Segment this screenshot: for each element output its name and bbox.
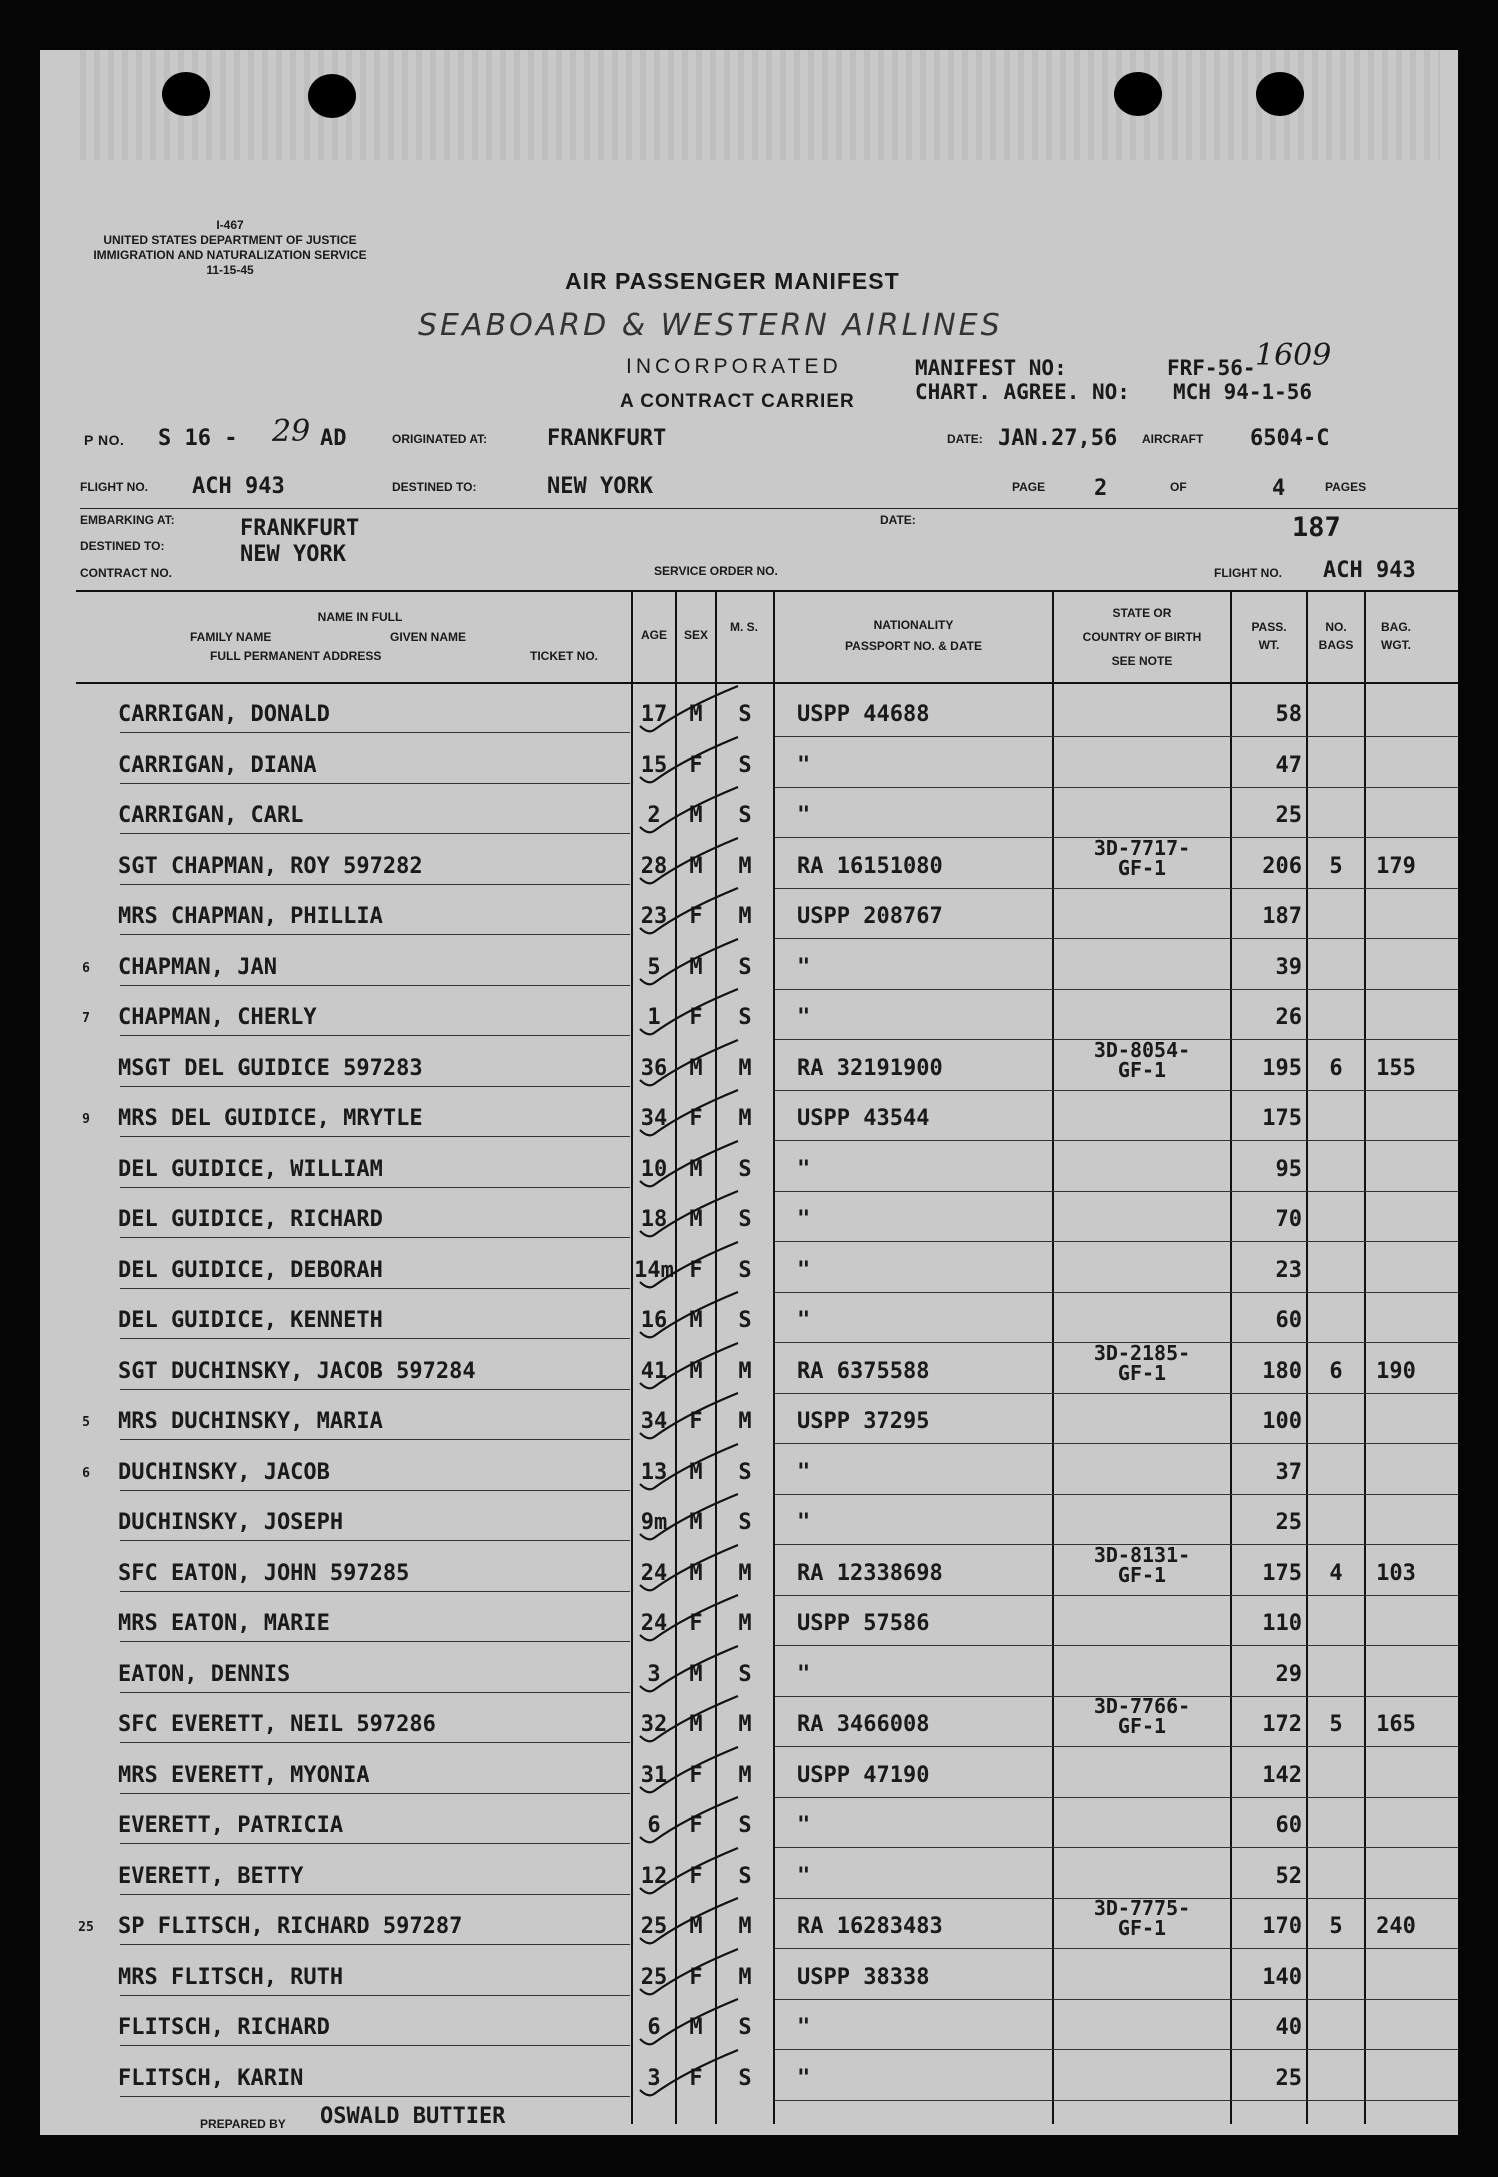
bag-weight: 165 bbox=[1376, 1712, 1416, 1737]
check-mark bbox=[640, 1848, 738, 1893]
passenger-sex: F bbox=[689, 753, 703, 778]
passenger-marital-status: S bbox=[738, 2015, 752, 2040]
passenger-weight: 95 bbox=[1275, 1157, 1302, 1182]
passenger-weight: 187 bbox=[1262, 904, 1302, 929]
passenger-marital-status: S bbox=[738, 1460, 752, 1485]
passenger-marital-status: M bbox=[738, 1359, 752, 1384]
date-value: JAN.27,56 bbox=[998, 426, 1118, 451]
flight2-label: FLIGHT NO. bbox=[1214, 566, 1282, 580]
passenger-marital-status: S bbox=[738, 1157, 752, 1182]
passenger-weight: 39 bbox=[1275, 955, 1302, 980]
prepared-value: OSWALD BUTTIER bbox=[320, 2104, 506, 2129]
passenger-passport: " bbox=[797, 1308, 811, 1333]
manifest-no-handwritten: 1609 bbox=[1255, 338, 1332, 373]
col-marital-status: M. S. bbox=[729, 620, 758, 634]
date2-label: DATE: bbox=[880, 513, 916, 527]
passenger-sex: M bbox=[689, 1712, 703, 1737]
col-bags: BAGS bbox=[1318, 638, 1354, 652]
passenger-passport: " bbox=[797, 1662, 811, 1687]
passenger-marital-status: S bbox=[738, 1510, 752, 1535]
col-pass-wt: WT. bbox=[1258, 638, 1280, 652]
row-number: 6 bbox=[82, 961, 90, 976]
check-mark bbox=[640, 1696, 738, 1741]
passenger-age: 15 bbox=[640, 753, 668, 778]
passenger-name: SFC EVERETT, NEIL 597286 bbox=[118, 1712, 436, 1737]
col-bags-no: NO. bbox=[1325, 620, 1347, 634]
passenger-name: CHAPMAN, JAN bbox=[118, 955, 277, 980]
passenger-weight: 172 bbox=[1262, 1712, 1302, 1737]
passenger-age: 25 bbox=[640, 1914, 668, 1939]
passenger-passport: USPP 37295 bbox=[797, 1409, 930, 1434]
passenger-marital-status: M bbox=[738, 904, 752, 929]
passenger-weight: 58 bbox=[1275, 702, 1302, 727]
passenger-marital-status: S bbox=[738, 702, 752, 727]
trip-suffix: AD bbox=[320, 426, 347, 451]
row-number: 25 bbox=[78, 1920, 94, 1935]
passenger-passport: USPP 57586 bbox=[797, 1611, 930, 1636]
passenger-age: 10 bbox=[640, 1157, 668, 1182]
passenger-passport: " bbox=[797, 803, 811, 828]
passenger-name: MRS DUCHINSKY, MARIA bbox=[118, 1409, 383, 1434]
birth-code-line2: GF-1 bbox=[1117, 1563, 1167, 1587]
col-pass: PASS. bbox=[1251, 620, 1287, 634]
form-number: I-467 bbox=[216, 218, 244, 232]
passenger-passport: " bbox=[797, 1510, 811, 1535]
passenger-name: FLITSCH, KARIN bbox=[118, 2066, 304, 2091]
passenger-weight: 25 bbox=[1275, 2066, 1302, 2091]
passenger-sex: F bbox=[689, 1258, 703, 1283]
birth-code-line2: GF-1 bbox=[1117, 856, 1167, 880]
passenger-age: 14m bbox=[634, 1258, 674, 1283]
manifest-title: AIR PASSENGER MANIFEST bbox=[565, 268, 900, 294]
passenger-age: 12 bbox=[640, 1864, 668, 1889]
passenger-sex: M bbox=[689, 803, 703, 828]
airline-name: SEABOARD & WESTERN AIRLINES bbox=[418, 308, 1003, 343]
originated-label: ORIGINATED AT: bbox=[392, 432, 488, 446]
date-label: DATE: bbox=[947, 432, 983, 446]
embarking-label: EMBARKING AT: bbox=[80, 513, 175, 527]
bag-weight: 240 bbox=[1376, 1914, 1416, 1939]
passenger-passport: " bbox=[797, 753, 811, 778]
passenger-weight: 23 bbox=[1275, 1258, 1302, 1283]
passenger-passport: " bbox=[797, 2066, 811, 2091]
birth-code-line2: GF-1 bbox=[1117, 1714, 1167, 1738]
passenger-sex: M bbox=[689, 1056, 703, 1081]
col-state-or: STATE OR bbox=[1112, 606, 1172, 620]
passenger-sex: M bbox=[689, 1157, 703, 1182]
passenger-sex: M bbox=[689, 1308, 703, 1333]
birth-code-line2: GF-1 bbox=[1117, 1916, 1167, 1940]
passenger-name: SGT CHAPMAN, ROY 597282 bbox=[118, 854, 423, 879]
passenger-passport: RA 12338698 bbox=[797, 1561, 943, 1586]
passenger-weight: 110 bbox=[1262, 1611, 1302, 1636]
passenger-sex: M bbox=[689, 702, 703, 727]
aircraft-label: AIRCRAFT bbox=[1142, 432, 1204, 446]
passenger-sex: F bbox=[689, 904, 703, 929]
of-value: 4 bbox=[1272, 476, 1286, 501]
passenger-name: CHAPMAN, CHERLY bbox=[118, 1005, 317, 1030]
passenger-passport: RA 16151080 bbox=[797, 854, 943, 879]
passenger-weight: 70 bbox=[1275, 1207, 1302, 1232]
col-given-name: GIVEN NAME bbox=[390, 630, 467, 644]
check-mark bbox=[640, 1292, 738, 1337]
birth-code-line1: 3D-8054- bbox=[1093, 1038, 1191, 1062]
passenger-age: 36 bbox=[640, 1056, 668, 1081]
bag-count: 6 bbox=[1329, 1359, 1343, 1384]
col-age: AGE bbox=[640, 628, 667, 642]
chart-agree-value: MCH 94-1-56 bbox=[1173, 380, 1313, 404]
passenger-marital-status: S bbox=[738, 1864, 752, 1889]
chart-agree-label: CHART. AGREE. NO: bbox=[915, 380, 1130, 404]
form-date: 11-15-45 bbox=[206, 263, 254, 277]
destined2-label: DESTINED TO: bbox=[80, 539, 165, 553]
contract-label: CONTRACT NO. bbox=[80, 566, 172, 580]
destined-value: NEW YORK bbox=[547, 474, 653, 499]
check-mark bbox=[640, 1191, 738, 1236]
passenger-age: 41 bbox=[640, 1359, 668, 1384]
passenger-marital-status: M bbox=[738, 1712, 752, 1737]
bag-count: 5 bbox=[1329, 854, 1343, 879]
passenger-name: SGT DUCHINSKY, JACOB 597284 bbox=[118, 1359, 476, 1384]
passenger-weight: 140 bbox=[1262, 1965, 1302, 1990]
passenger-weight: 25 bbox=[1275, 803, 1302, 828]
passenger-name: EATON, DENNIS bbox=[118, 1662, 291, 1687]
passenger-age: 31 bbox=[640, 1763, 668, 1788]
manifest-sheet bbox=[40, 50, 1458, 2135]
manifest-no-label: MANIFEST NO: bbox=[915, 356, 1067, 380]
col-sex: SEX bbox=[683, 628, 708, 642]
passenger-marital-status: S bbox=[738, 1813, 752, 1838]
passenger-name: MRS EATON, MARIE bbox=[118, 1611, 330, 1636]
passenger-sex: M bbox=[689, 1460, 703, 1485]
pages-label: PAGES bbox=[1325, 480, 1367, 494]
birth-code-line1: 3D-2185- bbox=[1093, 1341, 1191, 1365]
passenger-age: 6 bbox=[647, 1813, 661, 1838]
passenger-passport: " bbox=[797, 1207, 811, 1232]
passenger-weight: 142 bbox=[1262, 1763, 1302, 1788]
passenger-age: 3 bbox=[647, 2066, 661, 2091]
col-nationality: NATIONALITY bbox=[873, 618, 954, 632]
check-mark bbox=[640, 686, 738, 731]
passenger-marital-status: S bbox=[738, 753, 752, 778]
bag-count: 5 bbox=[1329, 1914, 1343, 1939]
passenger-name: SP FLITSCH, RICHARD 597287 bbox=[118, 1914, 463, 1939]
passenger-passport: USPP 43544 bbox=[797, 1106, 930, 1131]
passenger-weight: 29 bbox=[1275, 1662, 1302, 1687]
row-number: 6 bbox=[82, 1466, 90, 1481]
flight-value: ACH 943 bbox=[192, 474, 285, 499]
aircraft-value: 6504-C bbox=[1250, 426, 1330, 451]
passenger-marital-status: S bbox=[738, 955, 752, 980]
service-line: IMMIGRATION AND NATURALIZATION SERVICE bbox=[93, 248, 367, 262]
birth-code-line1: 3D-7717- bbox=[1093, 836, 1191, 860]
passenger-weight: 40 bbox=[1275, 2015, 1302, 2040]
bag-weight: 190 bbox=[1376, 1359, 1416, 1384]
passenger-name: DEL GUIDICE, RICHARD bbox=[118, 1207, 383, 1232]
passenger-name: DUCHINSKY, JACOB bbox=[118, 1460, 330, 1485]
passenger-name: DEL GUIDICE, KENNETH bbox=[118, 1308, 383, 1333]
passenger-weight: 170 bbox=[1262, 1914, 1302, 1939]
passenger-marital-status: M bbox=[738, 1409, 752, 1434]
bag-weight: 155 bbox=[1376, 1056, 1416, 1081]
passenger-name: MRS DEL GUIDICE, MRYTLE bbox=[118, 1106, 423, 1131]
manifest-no-value: FRF-56- bbox=[1167, 356, 1256, 380]
service-order-label: SERVICE ORDER NO. bbox=[654, 564, 778, 578]
passenger-weight: 52 bbox=[1275, 1864, 1302, 1889]
passenger-age: 16 bbox=[640, 1308, 668, 1333]
passenger-age: 3 bbox=[647, 1662, 661, 1687]
destined-label: DESTINED TO: bbox=[392, 480, 477, 494]
passenger-sex: F bbox=[689, 1005, 703, 1030]
passenger-weight: 175 bbox=[1262, 1561, 1302, 1586]
row-number: 7 bbox=[82, 1011, 90, 1026]
birth-code-line1: 3D-8131- bbox=[1093, 1543, 1191, 1567]
flight2-value: ACH 943 bbox=[1323, 558, 1416, 583]
check-mark bbox=[640, 939, 738, 984]
passenger-name: EVERETT, BETTY bbox=[118, 1864, 304, 1889]
birth-code-line2: GF-1 bbox=[1117, 1058, 1167, 1082]
passenger-marital-status: M bbox=[738, 1056, 752, 1081]
passenger-name: CARRIGAN, DIANA bbox=[118, 753, 317, 778]
passenger-marital-status: S bbox=[738, 1207, 752, 1232]
passenger-sex: M bbox=[689, 1561, 703, 1586]
passenger-weight: 25 bbox=[1275, 1510, 1302, 1535]
passenger-name: DUCHINSKY, JOSEPH bbox=[118, 1510, 344, 1535]
passenger-name: EVERETT, PATRICIA bbox=[118, 1813, 344, 1838]
contract-carrier-label: A CONTRACT CARRIER bbox=[620, 391, 855, 412]
passenger-sex: F bbox=[689, 2066, 703, 2091]
passenger-age: 32 bbox=[640, 1712, 668, 1737]
passenger-marital-status: S bbox=[738, 2066, 752, 2091]
check-mark bbox=[640, 1595, 738, 1640]
passenger-passport: RA 16283483 bbox=[797, 1914, 943, 1939]
embarking-value: FRANKFURT bbox=[240, 516, 360, 541]
passenger-marital-status: M bbox=[738, 1611, 752, 1636]
passenger-passport: " bbox=[797, 1005, 811, 1030]
check-mark bbox=[640, 1747, 738, 1792]
col-bag-wgt: WGT. bbox=[1381, 638, 1411, 652]
passenger-passport: " bbox=[797, 2015, 811, 2040]
originated-value: FRANKFURT bbox=[547, 426, 667, 451]
passenger-passport: RA 3466008 bbox=[797, 1712, 930, 1737]
passenger-weight: 37 bbox=[1275, 1460, 1302, 1485]
passenger-name: MRS EVERETT, MYONIA bbox=[118, 1763, 370, 1788]
passenger-marital-status: M bbox=[738, 1763, 752, 1788]
birth-code-line1: 3D-7766- bbox=[1093, 1694, 1191, 1718]
check-mark bbox=[640, 1444, 738, 1489]
passenger-marital-status: M bbox=[738, 854, 752, 879]
check-mark bbox=[640, 1494, 738, 1539]
passenger-count: 187 bbox=[1292, 512, 1341, 543]
passenger-weight: 195 bbox=[1262, 1056, 1302, 1081]
passenger-weight: 60 bbox=[1275, 1813, 1302, 1838]
passenger-sex: F bbox=[689, 1763, 703, 1788]
check-mark bbox=[640, 737, 738, 782]
passenger-sex: F bbox=[689, 1813, 703, 1838]
trip-value: S 16 - bbox=[158, 426, 238, 451]
bag-count: 4 bbox=[1329, 1561, 1343, 1586]
check-mark bbox=[640, 1242, 738, 1287]
passenger-age: 23 bbox=[640, 904, 668, 929]
passenger-name: SFC EATON, JOHN 597285 bbox=[118, 1561, 410, 1586]
passenger-sex: M bbox=[689, 854, 703, 879]
col-family-name: FAMILY NAME bbox=[190, 630, 272, 644]
passenger-passport: " bbox=[797, 1864, 811, 1889]
passenger-sex: M bbox=[689, 1914, 703, 1939]
passenger-age: 17 bbox=[640, 702, 668, 727]
check-mark bbox=[640, 787, 738, 832]
page-value: 2 bbox=[1094, 476, 1108, 501]
passenger-age: 34 bbox=[640, 1106, 668, 1131]
passenger-age: 6 bbox=[647, 2015, 661, 2040]
birth-code-line2: GF-1 bbox=[1117, 1361, 1167, 1385]
passenger-marital-status: S bbox=[738, 1258, 752, 1283]
passenger-name: MRS FLITSCH, RUTH bbox=[118, 1965, 344, 1990]
passenger-age: 24 bbox=[640, 1611, 668, 1636]
passenger-weight: 60 bbox=[1275, 1308, 1302, 1333]
passenger-marital-status: S bbox=[738, 1662, 752, 1687]
passenger-weight: 47 bbox=[1275, 753, 1302, 778]
row-number: 5 bbox=[82, 1415, 90, 1430]
check-mark bbox=[640, 1343, 738, 1388]
department-line: UNITED STATES DEPARTMENT OF JUSTICE bbox=[103, 233, 357, 247]
passenger-weight: 206 bbox=[1262, 854, 1302, 879]
check-mark bbox=[640, 1090, 738, 1135]
col-ticket: TICKET NO. bbox=[530, 649, 598, 663]
passenger-weight: 175 bbox=[1262, 1106, 1302, 1131]
passenger-sex: F bbox=[689, 1409, 703, 1434]
passenger-weight: 26 bbox=[1275, 1005, 1302, 1030]
col-passport: PASSPORT NO. & DATE bbox=[845, 639, 982, 653]
passenger-age: 9m bbox=[640, 1510, 668, 1535]
row-number: 9 bbox=[82, 1112, 90, 1127]
page-label: PAGE bbox=[1012, 480, 1046, 494]
check-mark bbox=[640, 1545, 738, 1590]
destined2-value: NEW YORK bbox=[240, 542, 346, 567]
passenger-weight: 180 bbox=[1262, 1359, 1302, 1384]
check-mark bbox=[640, 1898, 738, 1943]
passenger-name: DEL GUIDICE, WILLIAM bbox=[118, 1157, 383, 1182]
passenger-passport: USPP 38338 bbox=[797, 1965, 930, 1990]
check-mark bbox=[640, 838, 738, 883]
passenger-age: 34 bbox=[640, 1409, 668, 1434]
passenger-passport: RA 32191900 bbox=[797, 1056, 943, 1081]
col-see-note: SEE NOTE bbox=[1111, 654, 1173, 668]
passenger-name: MSGT DEL GUIDICE 597283 bbox=[118, 1056, 423, 1081]
check-mark bbox=[640, 1393, 738, 1438]
trip-label: P NO. bbox=[84, 432, 125, 448]
check-mark bbox=[640, 888, 738, 933]
passenger-name: FLITSCH, RICHARD bbox=[118, 2015, 330, 2040]
passenger-sex: M bbox=[689, 2015, 703, 2040]
col-country-birth: COUNTRY OF BIRTH bbox=[1082, 630, 1202, 644]
check-mark bbox=[640, 989, 738, 1034]
passenger-age: 24 bbox=[640, 1561, 668, 1586]
check-mark bbox=[640, 2050, 738, 2095]
passenger-sex: M bbox=[689, 1207, 703, 1232]
bag-weight: 179 bbox=[1376, 854, 1416, 879]
passenger-age: 2 bbox=[647, 803, 661, 828]
passenger-age: 5 bbox=[647, 955, 661, 980]
passenger-age: 18 bbox=[640, 1207, 668, 1232]
passenger-passport: " bbox=[797, 1460, 811, 1485]
passenger-sex: M bbox=[689, 1359, 703, 1384]
col-bag: BAG. bbox=[1381, 620, 1411, 634]
passenger-passport: " bbox=[797, 1813, 811, 1838]
bag-weight: 103 bbox=[1376, 1561, 1416, 1586]
check-mark bbox=[640, 1646, 738, 1691]
passenger-name: CARRIGAN, DONALD bbox=[118, 702, 330, 727]
passenger-age: 1 bbox=[647, 1005, 661, 1030]
passenger-name: CARRIGAN, CARL bbox=[118, 803, 304, 828]
passenger-marital-status: M bbox=[738, 1561, 752, 1586]
passenger-marital-status: S bbox=[738, 803, 752, 828]
col-address: FULL PERMANENT ADDRESS bbox=[210, 649, 382, 663]
passenger-marital-status: M bbox=[738, 1106, 752, 1131]
passenger-name: DEL GUIDICE, DEBORAH bbox=[118, 1258, 383, 1283]
incorporated-label: INCORPORATED bbox=[626, 355, 842, 378]
check-mark bbox=[640, 1141, 738, 1186]
passenger-marital-status: M bbox=[738, 1965, 752, 1990]
bag-count: 6 bbox=[1329, 1056, 1343, 1081]
passenger-sex: M bbox=[689, 1510, 703, 1535]
passenger-passport: " bbox=[797, 955, 811, 980]
passenger-sex: M bbox=[689, 1662, 703, 1687]
passenger-passport: USPP 47190 bbox=[797, 1763, 930, 1788]
passenger-sex: F bbox=[689, 1611, 703, 1636]
passenger-name: MRS CHAPMAN, PHILLIA bbox=[118, 904, 383, 929]
of-label: OF bbox=[1170, 480, 1187, 494]
passenger-sex: F bbox=[689, 1965, 703, 1990]
flight-label: FLIGHT NO. bbox=[80, 480, 148, 494]
passenger-age: 13 bbox=[640, 1460, 668, 1485]
check-mark bbox=[640, 1949, 738, 1994]
passenger-weight: 100 bbox=[1262, 1409, 1302, 1434]
passenger-passport: USPP 208767 bbox=[797, 904, 943, 929]
passenger-marital-status: S bbox=[738, 1308, 752, 1333]
col-name-full: NAME IN FULL bbox=[317, 610, 403, 624]
passenger-age: 25 bbox=[640, 1965, 668, 1990]
trip-handwritten: 29 bbox=[272, 414, 311, 449]
passenger-age: 28 bbox=[640, 854, 668, 879]
passenger-sex: F bbox=[689, 1106, 703, 1131]
passenger-passport: USPP 44688 bbox=[797, 702, 930, 727]
passenger-marital-status: M bbox=[738, 1914, 752, 1939]
passenger-passport: " bbox=[797, 1258, 811, 1283]
check-mark bbox=[640, 1040, 738, 1085]
passenger-passport: " bbox=[797, 1157, 811, 1182]
tick-marks bbox=[40, 50, 1458, 2135]
check-mark bbox=[640, 1999, 738, 2044]
passenger-marital-status: S bbox=[738, 1005, 752, 1030]
passenger-sex: M bbox=[689, 955, 703, 980]
bag-count: 5 bbox=[1329, 1712, 1343, 1737]
check-mark bbox=[640, 1797, 738, 1842]
passenger-sex: F bbox=[689, 1864, 703, 1889]
prepared-label: PREPARED BY bbox=[200, 2117, 286, 2131]
passenger-passport: RA 6375588 bbox=[797, 1359, 930, 1384]
birth-code-line1: 3D-7775- bbox=[1093, 1896, 1191, 1920]
